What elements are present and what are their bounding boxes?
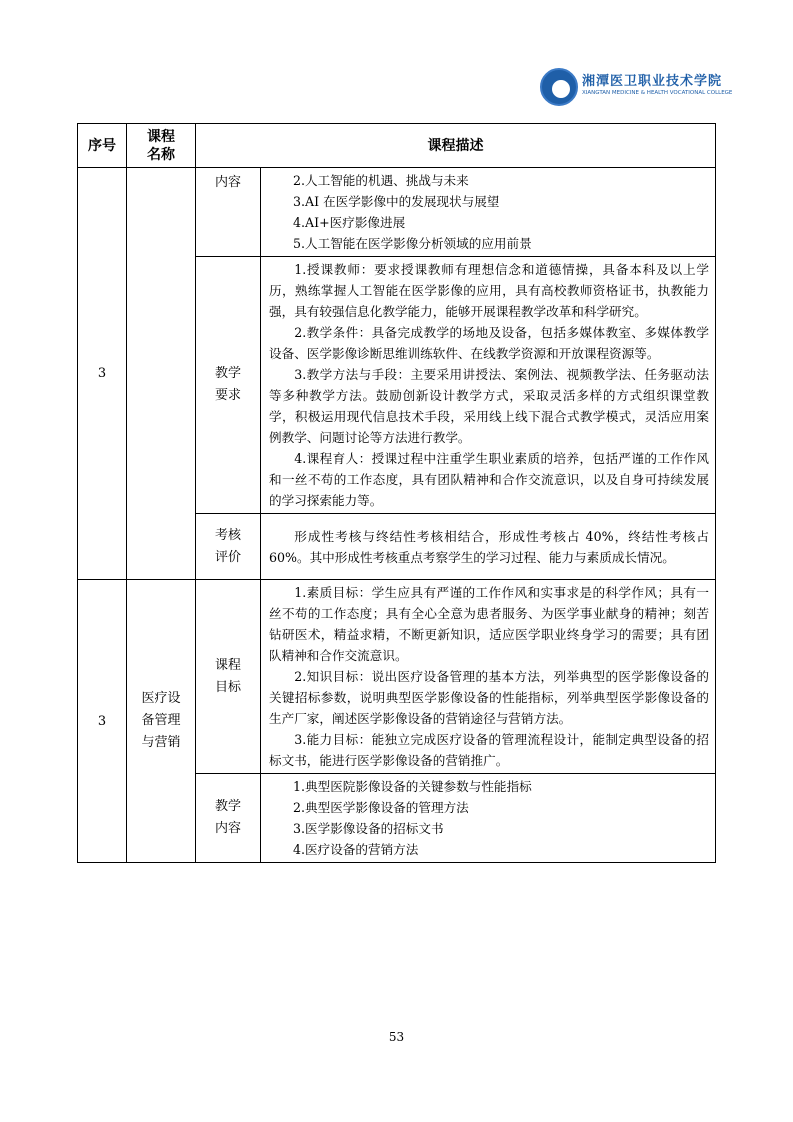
college-logo	[540, 68, 733, 108]
teaching-requirements-label: 教学要求	[196, 257, 261, 514]
header-description: 课程描述	[196, 124, 716, 168]
course-goals-label: 课程目标	[196, 580, 261, 774]
row-no: 3	[78, 168, 127, 580]
row-course-name	[127, 168, 196, 580]
college-name-en: XIANGTAN MEDICINE & HEALTH VOCATIONAL COLLEGE	[582, 90, 733, 96]
table-header-row	[78, 124, 716, 168]
list-item: 2.典型医学影像设备的管理方法	[293, 800, 469, 815]
teaching-content-list	[261, 774, 716, 863]
assessment-label: 考核评价	[196, 514, 261, 580]
list-item: 4.医疗设备的营销方法	[293, 842, 419, 857]
college-name-cn: 湘潭医卫职业技术学院	[582, 74, 723, 89]
header-no: 序号	[78, 124, 127, 168]
row-course-name: 医疗设备管理与营销	[127, 580, 196, 863]
course-table	[77, 123, 716, 863]
list-item: 2.人工智能的机遇、挑战与未来	[293, 173, 469, 188]
row-no: 3	[78, 580, 127, 863]
teaching-requirements-text: 1.授课教师：要求授课教师有理想信念和道德情操，具备本科及以上学历，熟练掌握人工智能在医学影像的应用，具有高校教师资格证书，执教能力强，具有较强信息化教学能力，能够开展课程教学改革和科学研究。 2.教学条件：具备完成教学的场地及设备，包括多媒体教室、多媒体教学设备、医学影像诊断思维训练软件、在线教学资源和开放课程资源等。 3.教学方法与手段：主要采用讲授法、案例法、视频教学法、任务驱动法等多种教学方法。鼓励创新设计教学方式，采取灵活多样的方式组织课堂教学，积极运用现代信息技术手段，采用线上线下混合式教学模式，灵活应用案例教学、问题讨论等方法进行教学。 4.课程育人：授课过程中注重学生职业素质的培养，包括严谨的工作作风和一丝不苟的工作态度，具有团队精神和合作交流意识，以及自身可持续发展的学习探索能力等。	[261, 257, 716, 514]
list-item: 5.人工智能在医学影像分析领域的应用前景	[293, 236, 532, 251]
content-label: 内容	[196, 168, 261, 257]
list-item: 4.AI+医疗影像进展	[293, 215, 406, 230]
course-goals-text: 1.素质目标：学生应具有严谨的工作作风和实事求是的科学作风；具有一丝不苟的工作态度；具有全心全意为患者服务、为医学事业献身的精神；刻苦钻研医术，精益求精，不断更新知识，适应医学职业终身学习的需要；具有团队精神和合作交流意识。 2.知识目标：说出医疗设备管理的基本方法，列举典型的医学影像设备的关键招标参数，说明典型医学影像设备的性能指标，列举典型医学影像设备的生产厂家，阐述医学影像设备的营销途径与营销方法。 3.能力目标：能独立完成医疗设备的管理流程设计，能制定典型设备的招标文书，能进行医学影像设备的营销推广。	[261, 580, 716, 774]
content-list	[261, 168, 716, 257]
list-item: 3.医学影像设备的招标文书	[293, 821, 444, 836]
table-row	[78, 580, 716, 774]
assessment-text: 形成性考核与终结性考核相结合，形成性考核占 40%，终结性考核占 60%。其中形成性考核重点考察学生的学习过程、能力与素质成长情况。	[261, 514, 716, 580]
list-item: 1.典型医院影像设备的关键参数与性能指标	[293, 779, 532, 794]
header-course-name: 课程名称	[127, 124, 196, 168]
list-item: 3.AI 在医学影像中的发展现状与展望	[293, 194, 500, 209]
college-emblem-icon	[540, 68, 578, 106]
teaching-content-label: 教学内容	[196, 774, 261, 863]
table-row	[78, 168, 716, 257]
page-number: 53	[388, 1030, 405, 1044]
